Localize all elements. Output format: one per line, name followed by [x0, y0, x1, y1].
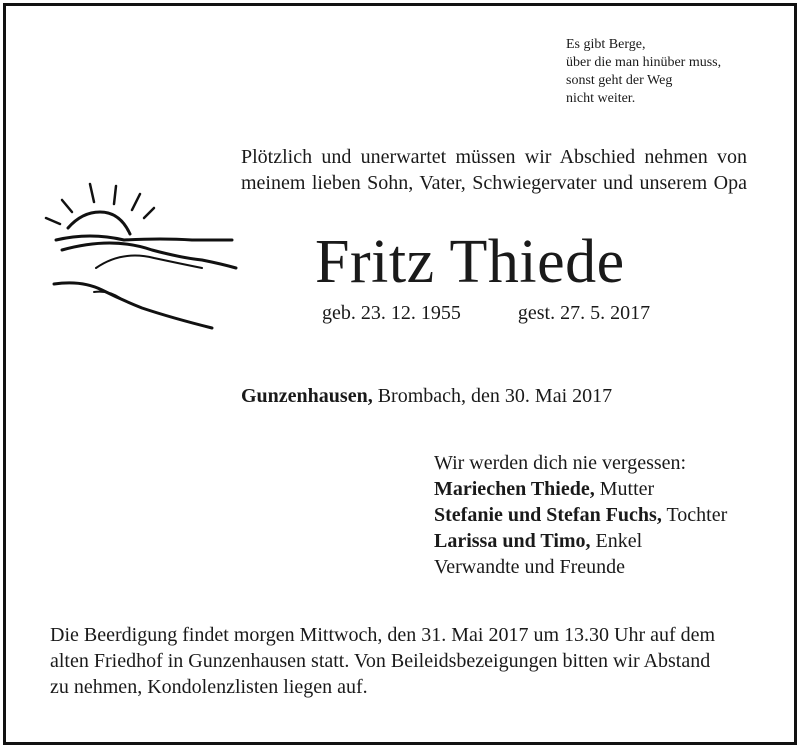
- motto-line: nicht weiter.: [566, 91, 636, 106]
- mourners-heading: Wir werden dich nie vergessen:: [434, 452, 687, 474]
- motto-line: Es gibt Berge,: [566, 37, 646, 52]
- funeral-notice: [50, 622, 715, 700]
- sunset-over-hills-icon: [42, 180, 238, 332]
- intro-text: [241, 144, 747, 196]
- mourner-name: Mariechen Thiede,: [434, 478, 595, 500]
- mourner-entry: [434, 502, 727, 528]
- life-dates: [322, 300, 650, 326]
- mourner-name: Larissa und Timo,: [434, 530, 591, 552]
- mourner-role: Enkel: [590, 530, 643, 552]
- mourner-entry: [434, 476, 727, 502]
- intro-line: Plötzlich und unerwartet müssen wir Abschied nehmen von: [241, 146, 747, 168]
- funeral-line: Die Beerdigung findet morgen Mittwoch, den 31. Mai 2017 um 13.30 Uhr auf dem: [50, 624, 716, 646]
- mourners-others: Verwandte und Freunde: [434, 556, 626, 578]
- mourner-role: Tochter: [661, 504, 728, 526]
- motto-line: sonst geht der Weg: [566, 73, 673, 88]
- place-and-date: [241, 383, 612, 409]
- mourner-name: Stefanie und Stefan Fuchs,: [434, 504, 662, 526]
- mourner-entry: [434, 528, 727, 554]
- place-rest: Brombach, den 30. Mai 2017: [372, 385, 613, 407]
- funeral-line: zu nehmen, Kondolenzlisten liegen auf.: [50, 676, 368, 698]
- motto-line: über die man hinüber muss,: [566, 55, 722, 70]
- mourners-list: [434, 450, 727, 580]
- deceased-name: Fritz Thiede: [315, 228, 625, 296]
- intro-line: meinem lieben Sohn, Vater, Schwiegervater und unserem Opa: [241, 172, 747, 194]
- funeral-line: alten Friedhof in Gunzenhausen statt. Von Beileidsbezeigungen bitten wir Abstand: [50, 650, 711, 672]
- mourner-role: Mutter: [594, 478, 655, 500]
- place-city: Gunzenhausen,: [241, 385, 373, 407]
- death-date: gest. 27. 5. 2017: [517, 302, 651, 324]
- motto-verse: [566, 36, 721, 108]
- birth-date: geb. 23. 12. 1955: [322, 302, 461, 324]
